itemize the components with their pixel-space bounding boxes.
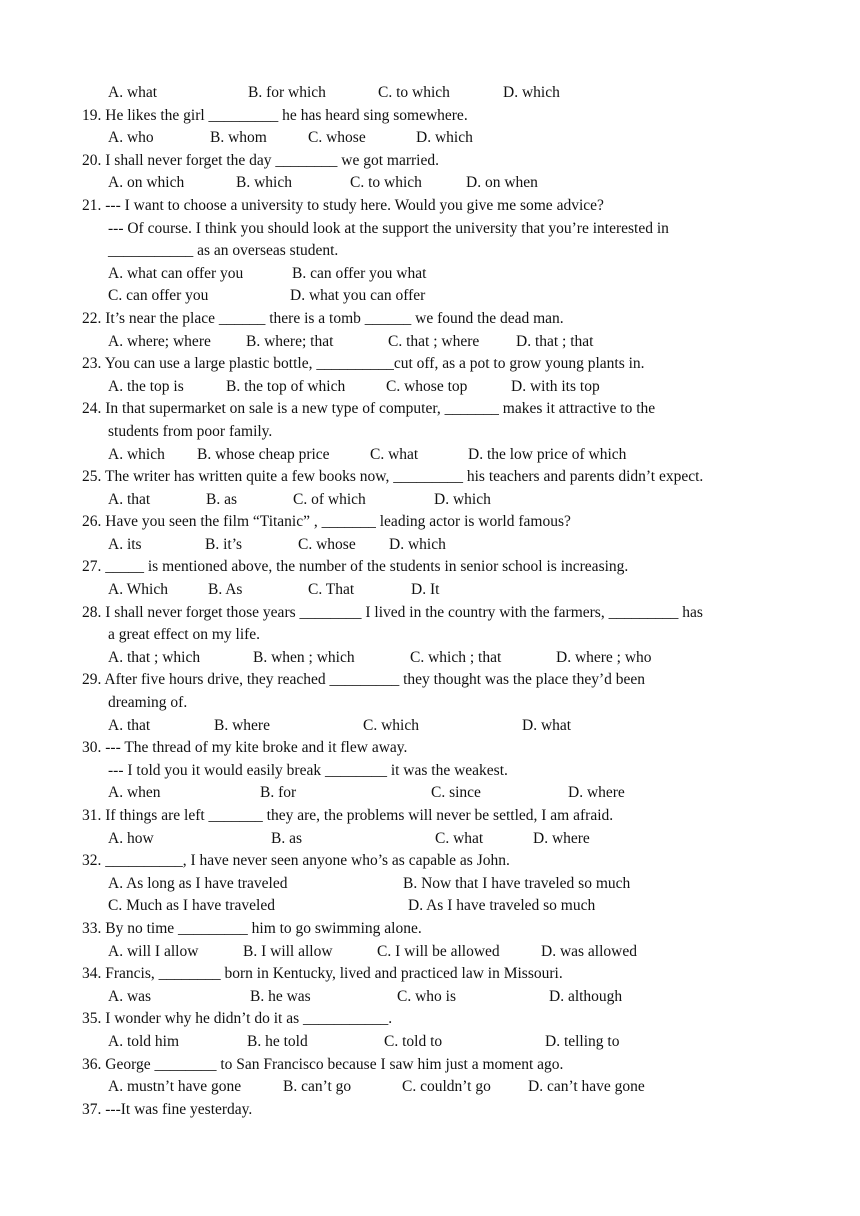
question-stem bbox=[82, 737, 782, 782]
question-text bbox=[82, 150, 782, 173]
question-stem bbox=[82, 963, 782, 986]
answer-option: A. what bbox=[108, 84, 158, 101]
option-row bbox=[108, 782, 782, 805]
question-text bbox=[82, 195, 782, 218]
question-item bbox=[82, 963, 782, 1008]
question-item bbox=[82, 602, 782, 670]
question-number: 27. bbox=[82, 558, 102, 576]
answer-option: A. the top is bbox=[108, 377, 184, 395]
answer-option: C. whose bbox=[298, 535, 356, 553]
question-stem-text: _____ is mentioned above, the number of the students in senior school is increasing. bbox=[105, 558, 629, 576]
question-item bbox=[82, 150, 782, 195]
answer-option: B. he told bbox=[247, 1032, 308, 1050]
question-stem-text: In that supermarket on sale is a new type of computer, _______ makes it attractive to the bbox=[105, 400, 656, 418]
question-number: 33. bbox=[82, 919, 102, 937]
answer-option: C. That bbox=[308, 581, 355, 599]
answer-option: B. it’s bbox=[205, 535, 243, 553]
answer-option: D. It bbox=[411, 581, 440, 599]
answer-option: B. which bbox=[236, 174, 292, 192]
question-text-continued: students from poor family. bbox=[108, 422, 273, 440]
question-item bbox=[82, 195, 782, 308]
option-row bbox=[108, 82, 782, 105]
question-stem bbox=[82, 669, 782, 714]
answer-option: A. told him bbox=[108, 1032, 180, 1050]
question-text bbox=[82, 308, 782, 331]
question-stem-text: Have you seen the film “Titanic” , _______ leading actor is world famous? bbox=[105, 513, 571, 531]
question-stem bbox=[82, 918, 782, 941]
question-number: 22. bbox=[82, 309, 102, 327]
option-row bbox=[108, 1076, 782, 1099]
answer-option: D. telling to bbox=[545, 1032, 620, 1050]
question-stem bbox=[82, 1008, 782, 1031]
question-item bbox=[82, 556, 782, 601]
question-number: 26. bbox=[82, 513, 102, 531]
question-item bbox=[82, 1054, 782, 1099]
question-stem-text: It’s near the place ______ there is a tomb ______ we found the dead man. bbox=[105, 309, 564, 327]
question-text bbox=[82, 1008, 782, 1031]
answer-option: C. whose top bbox=[386, 377, 468, 395]
option-row bbox=[108, 579, 782, 602]
answer-option: D. where ; who bbox=[556, 648, 652, 666]
question-number: 28. bbox=[82, 603, 102, 621]
answer-option: B. for which bbox=[248, 84, 326, 101]
option-row bbox=[108, 1031, 782, 1054]
question-number: 20. bbox=[82, 151, 102, 169]
question-number: 34. bbox=[82, 965, 102, 983]
answer-option: C. who is bbox=[397, 987, 456, 1005]
question-item bbox=[82, 918, 782, 963]
question-stem-text: __________, I have never seen anyone who’s as capable as John. bbox=[105, 852, 510, 870]
answer-option: D. where bbox=[568, 784, 625, 802]
answer-option: B. the top of which bbox=[226, 377, 346, 395]
question-stem bbox=[82, 353, 782, 376]
option-row bbox=[108, 873, 782, 896]
answer-option: A. will I allow bbox=[108, 942, 199, 960]
question-stem bbox=[82, 150, 782, 173]
question-stem bbox=[82, 556, 782, 579]
answer-option: C. can offer you bbox=[108, 287, 209, 305]
answer-option: C. which bbox=[363, 716, 419, 734]
answer-option: D. which bbox=[434, 490, 491, 508]
answer-option: A. that ; which bbox=[108, 648, 201, 666]
question-text bbox=[82, 1054, 782, 1077]
question-number: 29. bbox=[82, 671, 102, 689]
question-number: 21. bbox=[82, 196, 102, 214]
question-stem-text: Francis, ________ born in Kentucky, lived and practiced law in Missouri. bbox=[105, 965, 563, 983]
question-number: 31. bbox=[82, 807, 102, 824]
answer-option: C. Much as I have traveled bbox=[108, 897, 275, 915]
question-text bbox=[82, 466, 782, 489]
question-item bbox=[82, 82, 782, 105]
question-item bbox=[82, 737, 782, 805]
answer-option: A. how bbox=[108, 829, 154, 847]
answer-option: D. As I have traveled so much bbox=[408, 897, 596, 915]
answer-option: D. was allowed bbox=[541, 942, 637, 960]
answer-option: B. As bbox=[208, 581, 243, 599]
question-number: 19. bbox=[82, 106, 102, 124]
option-row bbox=[108, 647, 782, 670]
question-text bbox=[82, 556, 782, 579]
question-text-continued: dreaming of. bbox=[108, 694, 188, 712]
question-stem bbox=[82, 195, 782, 263]
answer-option: A. was bbox=[108, 987, 152, 1005]
question-stem-text: ---It was fine yesterday. bbox=[105, 1100, 253, 1118]
answer-option: B. whom bbox=[210, 129, 267, 147]
question-text bbox=[82, 963, 782, 986]
answer-option: B. can offer you what bbox=[292, 264, 427, 282]
question-item bbox=[82, 805, 782, 850]
answer-option: C. which ; that bbox=[410, 648, 502, 666]
answer-option: A. Which bbox=[108, 581, 168, 599]
answer-option: B. I will allow bbox=[243, 942, 333, 960]
option-row bbox=[108, 489, 782, 512]
question-item bbox=[82, 105, 782, 150]
question-stem-text: He likes the girl _________ he has heard sing somewhere. bbox=[105, 106, 468, 124]
question-text bbox=[82, 353, 782, 376]
question-text bbox=[82, 398, 782, 421]
option-row bbox=[108, 263, 782, 286]
question-stem bbox=[82, 602, 782, 647]
answer-option: A. its bbox=[108, 535, 142, 553]
question-stem-text: I shall never forget the day ________ we got married. bbox=[105, 151, 439, 169]
answer-option: A. mustn’t have gone bbox=[108, 1078, 242, 1096]
question-item bbox=[82, 308, 782, 353]
question-list bbox=[82, 82, 782, 1121]
question-number: 32. bbox=[82, 852, 102, 870]
question-number: 24. bbox=[82, 400, 102, 418]
question-text-continued: --- I told you it would easily break ________ it was the weakest. bbox=[108, 761, 508, 779]
question-text bbox=[82, 511, 782, 534]
question-stem bbox=[82, 805, 782, 828]
answer-option: C. that ; where bbox=[388, 332, 480, 350]
answer-option: D. what you can offer bbox=[290, 287, 426, 305]
question-stem bbox=[82, 308, 782, 331]
answer-option: B. can’t go bbox=[283, 1078, 352, 1096]
question-item bbox=[82, 398, 782, 466]
answer-option: D. that ; that bbox=[516, 332, 594, 350]
question-text-continued: a great effect on my life. bbox=[108, 626, 261, 644]
option-row bbox=[108, 127, 782, 150]
answer-option: D. on when bbox=[466, 174, 538, 192]
answer-option: C. whose bbox=[308, 129, 366, 147]
answer-option: B. he was bbox=[250, 987, 311, 1005]
option-row bbox=[108, 828, 782, 851]
answer-option: D. which bbox=[416, 129, 473, 147]
answer-option: B. where bbox=[214, 716, 270, 734]
question-stem-text: By no time _________ him to go swimming alone. bbox=[105, 919, 422, 937]
question-stem bbox=[82, 105, 782, 128]
answer-option: C. what bbox=[435, 829, 484, 847]
question-stem-text: I shall never forget those years ________ I lived in the country with the farmers, _________ has bbox=[105, 603, 703, 621]
question-stem bbox=[82, 511, 782, 534]
option-row bbox=[108, 444, 782, 467]
question-stem-text: The writer has written quite a few books now, _________ his teachers and parents didn’t expect. bbox=[104, 468, 704, 486]
option-row bbox=[108, 285, 782, 308]
question-number: 37. bbox=[82, 1100, 102, 1118]
question-text bbox=[82, 805, 782, 828]
answer-option: A. on which bbox=[108, 174, 185, 192]
question-text-continued: --- Of course. I think you should look at the support the university that you’re interested in bbox=[108, 219, 669, 237]
answer-option: B. as bbox=[206, 490, 237, 508]
question-text bbox=[82, 105, 782, 128]
option-row bbox=[108, 172, 782, 195]
question-item bbox=[82, 850, 782, 918]
question-text bbox=[82, 602, 782, 625]
answer-option: A. who bbox=[108, 129, 154, 147]
question-item bbox=[82, 669, 782, 737]
question-text bbox=[82, 669, 782, 692]
answer-option: A. As long as I have traveled bbox=[108, 874, 288, 892]
option-row bbox=[108, 331, 782, 354]
answer-option: D. the low price of which bbox=[468, 445, 627, 463]
question-item bbox=[82, 1008, 782, 1053]
answer-option: C. to which bbox=[350, 174, 422, 192]
answer-option: C. of which bbox=[293, 490, 366, 508]
question-item bbox=[82, 511, 782, 556]
answer-option: D. with its top bbox=[511, 377, 600, 395]
answer-option: A. that bbox=[108, 490, 151, 508]
question-item bbox=[82, 466, 782, 511]
question-text bbox=[82, 918, 782, 941]
option-row bbox=[108, 895, 782, 918]
answer-option: B. as bbox=[271, 829, 302, 847]
option-row bbox=[108, 534, 782, 557]
answer-option: C. couldn’t go bbox=[402, 1078, 491, 1096]
answer-option: C. to which bbox=[378, 84, 450, 101]
answer-option: A. which bbox=[108, 445, 165, 463]
question-number: 25. bbox=[82, 468, 102, 486]
answer-option: C. I will be allowed bbox=[377, 942, 500, 960]
answer-option: D. can’t have gone bbox=[528, 1078, 645, 1096]
question-text bbox=[82, 737, 782, 760]
question-number: 36. bbox=[82, 1055, 102, 1073]
answer-option: B. when ; which bbox=[253, 648, 355, 666]
question-stem bbox=[82, 850, 782, 873]
option-row bbox=[108, 376, 782, 399]
question-stem-text: You can use a large plastic bottle, __________cut off, as a pot to grow young plants in. bbox=[104, 355, 645, 373]
answer-option: B. whose cheap price bbox=[197, 445, 330, 463]
question-item bbox=[82, 1099, 782, 1122]
option-row bbox=[108, 941, 782, 964]
answer-option: D. where bbox=[533, 829, 590, 847]
question-stem bbox=[82, 1099, 782, 1122]
answer-option: A. when bbox=[108, 784, 161, 802]
question-text bbox=[82, 1099, 782, 1122]
answer-option: D. what bbox=[522, 716, 572, 734]
answer-option: B. where; that bbox=[246, 332, 334, 350]
answer-option: A. that bbox=[108, 716, 151, 734]
question-number: 35. bbox=[82, 1010, 102, 1028]
question-text bbox=[82, 850, 782, 873]
question-stem-text: After five hours drive, they reached _________ they thought was the place they’d been bbox=[104, 671, 646, 689]
answer-option: C. what bbox=[370, 445, 419, 463]
option-row bbox=[108, 986, 782, 1009]
answer-option: B. Now that I have traveled so much bbox=[403, 874, 631, 892]
question-stem-text: George ________ to San Francisco because I saw him just a moment ago. bbox=[105, 1055, 564, 1073]
answer-option: C. told to bbox=[384, 1032, 443, 1050]
option-row bbox=[108, 715, 782, 738]
question-number: 30. bbox=[82, 739, 102, 757]
answer-option: B. for bbox=[260, 784, 297, 802]
question-stem bbox=[82, 1054, 782, 1077]
question-stem-text: --- I want to choose a university to study here. Would you give me some advice? bbox=[105, 196, 604, 214]
question-item bbox=[82, 353, 782, 398]
answer-option: D. which bbox=[389, 535, 446, 553]
answer-option: D. which bbox=[503, 84, 560, 101]
answer-option: A. where; where bbox=[108, 332, 211, 350]
answer-option: A. what can offer you bbox=[108, 264, 244, 282]
question-stem bbox=[82, 398, 782, 443]
answer-option: C. since bbox=[431, 784, 481, 802]
question-stem bbox=[82, 466, 782, 489]
question-stem-text: I wonder why he didn’t do it as ___________. bbox=[105, 1010, 393, 1028]
question-number: 23. bbox=[82, 355, 102, 373]
question-text-continued: ___________ as an overseas student. bbox=[108, 242, 339, 260]
question-stem-text: If things are left _______ they are, the problems will never be settled, I am afraid. bbox=[105, 807, 614, 824]
answer-option: D. although bbox=[549, 987, 623, 1005]
question-stem-text: --- The thread of my kite broke and it flew away. bbox=[105, 739, 408, 757]
